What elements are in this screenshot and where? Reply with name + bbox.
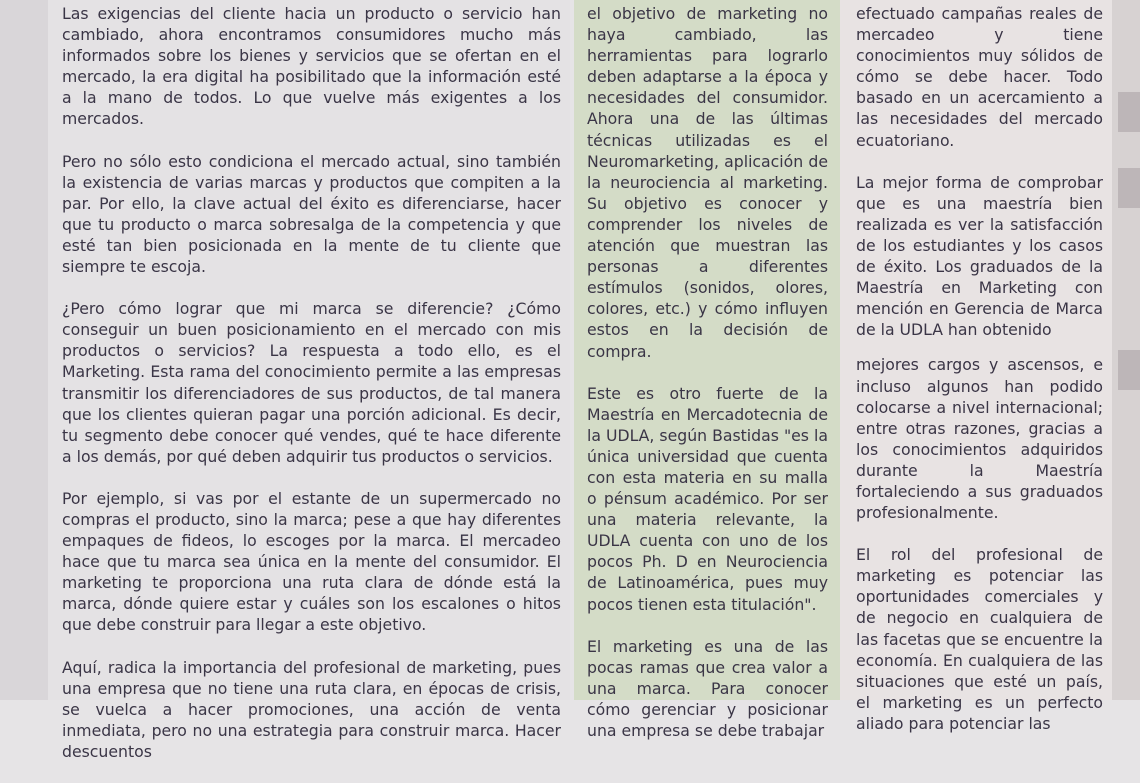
adjacent-page-fragment bbox=[1118, 92, 1140, 132]
paragraph: efectuado campañas reales de mercadeo y tiene conocimientos muy sólidos de cómo se debe hacer. Todo basado en un acercamiento a las necesidades del mercado ecuatoriano. bbox=[856, 4, 1103, 150]
paragraph: Las exigencias del cliente hacia un producto o servicio han cambiado, ahora encontramos consumidores mucho más informados sobre los bienes y servicios que se ofertan en el mercado, la era digital ha posibilitado que la información esté a la mano de todos. Lo que vuelve más exigentes a los mercados. bbox=[62, 4, 561, 129]
middle-text-column bbox=[587, 3, 828, 762]
right-text-column bbox=[856, 3, 1103, 755]
paragraph: ¿Pero cómo lograr que mi marca se diferencie? ¿Cómo conseguir un buen posicionamiento en el mercado con mis productos o servicios? La respuesta a todo ello, es el Marketing. Esta rama del conocimiento permite a las empresas transmitir los diferenciadores de sus productos, de tal manera que los clientes quieran pagar una porción adicional. Es decir, tu segmento debe conocer qué vendes, qué te hace diferente a los demás, por qué deben adquirir tus productos o servicios. bbox=[62, 299, 561, 466]
paragraph: Pero no sólo esto condiciona el mercado actual, sino también la existencia de varias marcas y productos que compiten a la par. Por ello, la clave actual del éxito es diferenciarse, hacer que tu producto o marca sobresalga de la competencia y que esté tan bien posicionada en la mente de tu cliente que siempre te escoja. bbox=[62, 151, 561, 277]
adjacent-page-fragment bbox=[1118, 168, 1140, 208]
paragraph: El rol del profesional de marketing es potenciar las oportunidades comerciales y de negocio en cualquiera de las facetas que se encuentre la economía. En cualquiera de las situaciones que esté un país, el marketing es un perfecto aliado para potenciar las bbox=[856, 545, 1103, 733]
left-text-column bbox=[62, 3, 561, 783]
left-page-margin bbox=[0, 0, 48, 700]
paragraph: mejores cargos y ascensos, e incluso algunos han podido colocarse a nivel internacional; entre otras razones, gracias a los conocimientos adquiridos durante la Maestría fortaleciendo a sus graduados profesionalmente. bbox=[856, 355, 1103, 523]
paragraph: La mejor forma de comprobar que es una maestría bien realizada es ver la satisfacción de los estudiantes y los casos de éxito. Los graduados de la Maestría en Marketing con mención en Gerencia de Marca de la UDLA han obtenido bbox=[856, 172, 1103, 340]
paragraph: Aquí, radica la importancia del profesional de marketing, pues una empresa que no tiene una ruta clara, en épocas de crisis, se vuelca a hacer promociones, una acción de venta inmediata, pero no una estrategia para construir marca. Hacer descuentos bbox=[62, 657, 561, 761]
paragraph: Este es otro fuerte de la Maestría en Mercadotecnia de la UDLA, según Bastidas "es la única universidad que cuenta con esta materia en su malla o pénsum académico. Por ser una materia relevante, la UDLA cuenta con uno de los pocos Ph. D en Neurociencia de Latinoamérica, pues muy pocos tienen esta titulación". bbox=[587, 383, 828, 614]
paragraph: el objetivo de marketing no haya cambiado, las herramientas para lograrlo deben adaptarse a la época y necesidades del consumidor. Ahora una de las últimas técnicas utilizadas es el Neuromarketing, aplicación de la neurociencia al marketing. Su objetivo es conocer y comprender los niveles de atención que muestran las personas a diferentes estímulos (sonidos, olores, colores, etc.) y cómo influyen estos en la decisión de compra. bbox=[587, 4, 828, 361]
paragraph: El marketing es una de las pocas ramas que crea valor a una marca. Para conocer cómo gerenciar y posicionar una empresa se debe trabajar bbox=[587, 636, 828, 740]
paragraph: Por ejemplo, si vas por el estante de un supermercado no compras el producto, sino la marca; pese a que hay diferentes empaques de fideos, lo escoges por la marca. El mercadeo hace que tu marca sea única en la mente del consumidor. El marketing te proporciona una ruta clara de dónde está la marca, dónde quiere estar y cuáles son los escalones o hitos que debe construir para llegar a este objetivo. bbox=[62, 488, 561, 635]
adjacent-page-fragment bbox=[1118, 350, 1140, 390]
